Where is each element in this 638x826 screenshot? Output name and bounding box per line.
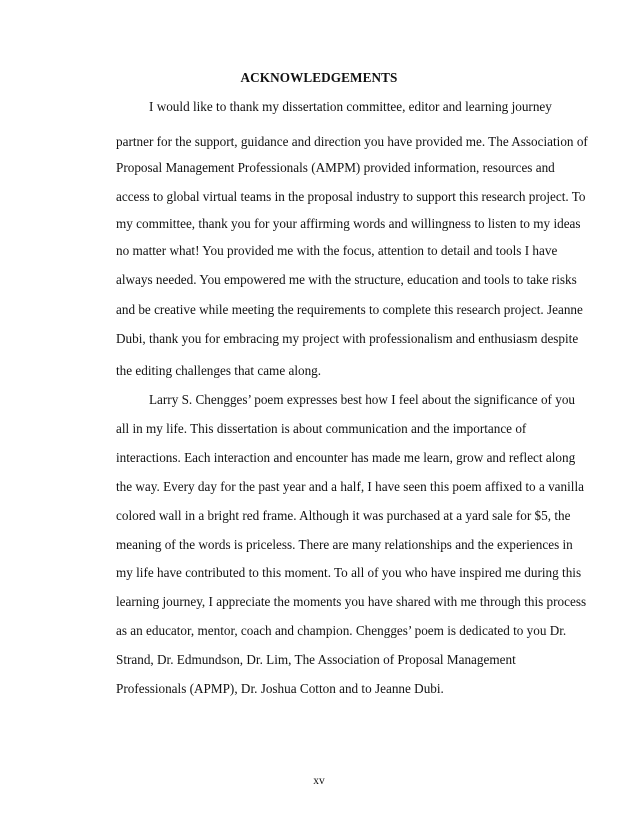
paragraph-2-line-8: learning journey, I appreciate the moments you have shared with me through this process — [116, 594, 587, 609]
paragraph-2-line-3: interactions. Each interaction and encounter has made me learn, grow and reflect along — [116, 450, 576, 465]
paragraph-2-line-2: all in my life. This dissertation is about communication and the importance of — [116, 421, 527, 436]
paragraph-2-line-10: Strand, Dr. Edmundson, Dr. Lim, The Association of Proposal Management — [116, 652, 516, 667]
paragraph-2-line-1: Larry S. Chengges’ poem expresses best how I feel about the significance of you — [149, 392, 576, 407]
paragraph-1-line-5: my committee, thank you for your affirming words and willingness to listen to my ideas — [116, 216, 581, 231]
paragraph-1-line-7: always needed. You empowered me with the structure, education and tools to take risks — [116, 272, 577, 287]
paragraph-1-line-3: Proposal Management Professionals (AMPM) provided information, resources and — [116, 160, 555, 175]
paragraph-2-line-5: colored wall in a bright red frame. Although it was purchased at a yard sale for $5, the — [116, 508, 571, 523]
paragraph-1-line-8: and be creative while meeting the requirements to complete this research project. Jeanne — [116, 302, 583, 317]
page-title: ACKNOWLEDGEMENTS — [240, 70, 398, 85]
paragraph-2-line-9: as an educator, mentor, coach and champion. Chengges’ poem is dedicated to you Dr. — [116, 623, 567, 638]
paragraph-1-line-10: the editing challenges that came along. — [116, 363, 322, 378]
paragraph-2-line-7: my life have contributed to this moment. To all of you who have inspired me during this — [116, 565, 582, 580]
paragraph-2-line-11: Professionals (APMP), Dr. Joshua Cotton and to Jeanne Dubi. — [116, 681, 444, 696]
paragraph-1-line-2: partner for the support, guidance and direction you have provided me. The Association of — [116, 134, 588, 149]
paragraph-2-line-6: meaning of the words is priceless. There are many relationships and the experiences in — [116, 537, 573, 552]
paragraph-1-line-9: Dubi, thank you for embracing my project with professionalism and enthusiasm despite — [116, 331, 579, 346]
paragraph-2-line-4: the way. Every day for the past year and a half, I have seen this poem affixed to a vanilla — [116, 479, 584, 494]
paragraph-1-line-4: access to global virtual teams in the proposal industry to support this research project. To — [116, 189, 586, 204]
page-number: xv — [313, 775, 325, 787]
paragraph-1-line-1: I would like to thank my dissertation committee, editor and learning journey — [149, 99, 552, 114]
paragraph-1-line-6: no matter what! You provided me with the focus, attention to detail and tools I have — [116, 243, 558, 258]
